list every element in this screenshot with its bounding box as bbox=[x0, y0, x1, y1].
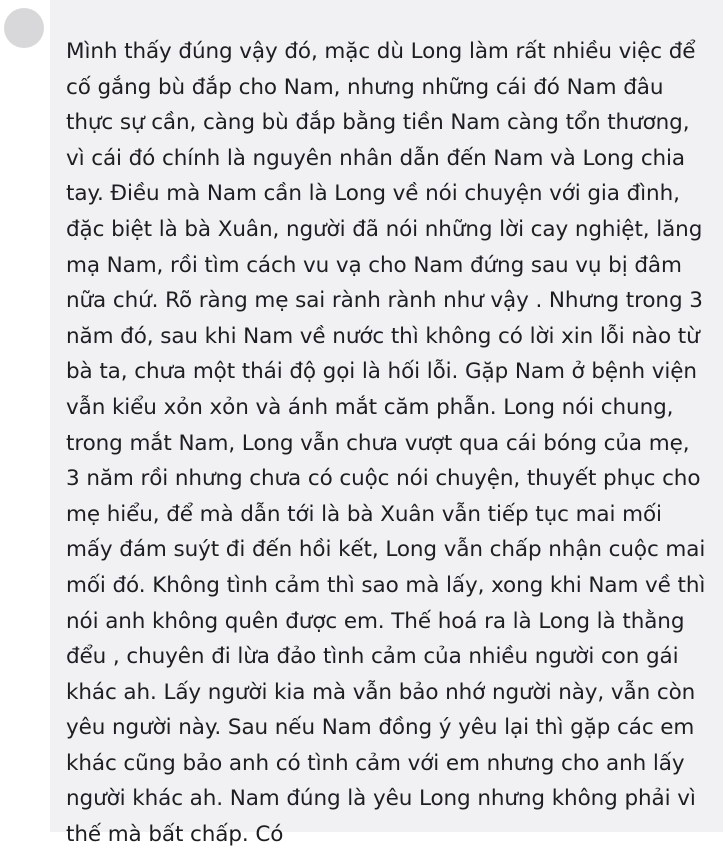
message-text: Mình thấy đúng vậy đó, mặc dù Long làm rất nhiều việc để cố gắng bù đắp cho Nam, nhưng những cái đó Nam đâu thực sự cần, càng bù đắp bằng tiền Nam càng tổn thương, vì cái đó chính là nguyên nhân dẫn đến Nam và Long chia tay. Điều mà Nam cần là Long về nói chuyện với gia đình, đặc biệt là bà Xuân, người đã nói những lời cay nghiệt, lăng mạ Nam, rồi tìm cách vu vạ cho Nam đứng sau vụ bị đâm nữa chứ. Rõ ràng mẹ sai rành rành như vậy . Nhưng trong 3 năm đó, sau khi Nam về nước thì không có lời xin lỗi nào từ bà ta, chưa một thái độ gọi là hối lỗi. Gặp Nam ở bệnh viện vẫn kiểu xỏn xỏn và ánh mắt căm phẫn. Long nói chung, trong mắt Nam, Long vẫn chưa vượt qua cái bóng của mẹ, 3 năm rồi nhưng chưa có cuộc nói chuyện, thuyết phục cho mẹ hiểu, để mà dẫn tới là bà Xuân vẫn tiếp tục mai mối mấy đám suýt đi đến hồi kết, Long vẫn chấp nhận cuộc mai mối đó. Không tình cảm thì sao mà lấy, xong khi Nam về thì nói anh không quên được em. Thế hoá ra là Long là thằng đểu , chuyên đi lừa đảo tình cảm của nhiều người con gái khác ah. Lấy người kia mà vẫn bảo nhớ người này, vẫn còn yêu người này. Sau nếu Nam đồng ý yêu lại thì gặp các em khác cũng bảo anh có tình cảm với em nhưng cho anh lấy người khác ah. Nam đúng là yêu Long nhưng không phải vì thế mà bất chấp. Có bbox=[66, 39, 712, 848]
message-bubble[interactable] bbox=[50, 0, 723, 848]
avatar[interactable] bbox=[4, 8, 44, 48]
